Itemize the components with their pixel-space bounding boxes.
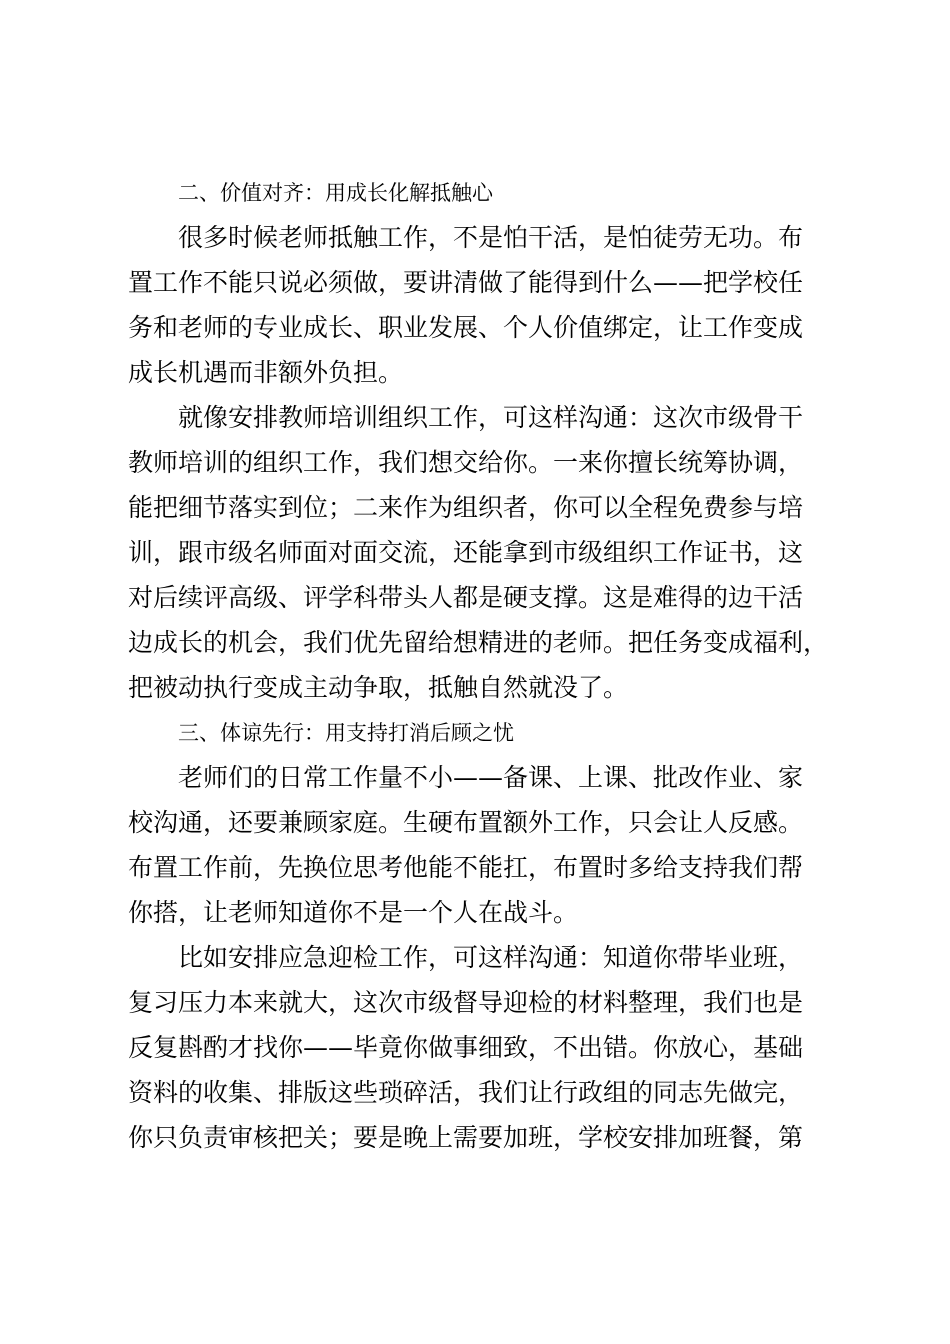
- paragraph-line: 能把细节落实到位；二来作为组织者，你可以全程免费参与培: [128, 493, 804, 522]
- paragraph-line: 布置工作前，先换位思考他能不能扛，布置时多给支持我们帮: [128, 853, 804, 882]
- paragraph-line: 成长机遇而非额外负担。: [128, 358, 404, 387]
- section-heading-2: 二、价值对齐：用成长化解抵触心: [178, 181, 493, 205]
- paragraph-line: 复习压力本来就大，这次市级督导迎检的材料整理，我们也是: [128, 988, 804, 1017]
- paragraph-line: 你搭，让老师知道你不是一个人在战斗。: [128, 898, 579, 927]
- paragraph-line: 老师们的日常工作量不小——备课、上课、批改作业、家: [178, 763, 804, 792]
- paragraph-line: 置工作不能只说必须做，要讲清做了能得到什么——把学校任: [128, 268, 804, 297]
- paragraph-line: 很多时候老师抵触工作，不是怕干活，是怕徒劳无功。布: [178, 223, 804, 252]
- paragraph-line: 训，跟市级名师面对面交流，还能拿到市级组织工作证书，这: [128, 538, 804, 567]
- paragraph-line: 比如安排应急迎检工作，可这样沟通：知道你带毕业班，: [178, 943, 804, 972]
- paragraph-line: 务和老师的专业成长、职业发展、个人价值绑定，让工作变成: [128, 313, 804, 342]
- paragraph-line: 对后续评高级、评学科带头人都是硬支撑。这是难得的边干活: [128, 583, 804, 612]
- paragraph-line: 你只负责审核把关；要是晚上需要加班，学校安排加班餐，第: [128, 1123, 804, 1152]
- paragraph-line: 资料的收集、排版这些琐碎活，我们让行政组的同志先做完，: [128, 1078, 804, 1107]
- paragraph-line: 边成长的机会，我们优先留给想精进的老师。把任务变成福利，: [128, 628, 829, 657]
- section-heading-3: 三、体谅先行：用支持打消后顾之忧: [178, 721, 514, 745]
- paragraph-line: 校沟通，还要兼顾家庭。生硬布置额外工作，只会让人反感。: [128, 808, 804, 837]
- paragraph-line: 教师培训的组织工作，我们想交给你。一来你擅长统筹协调，: [128, 448, 804, 477]
- paragraph-line: 就像安排教师培训组织工作，可这样沟通：这次市级骨干: [178, 403, 804, 432]
- paragraph-line: 把被动执行变成主动争取，抵触自然就没了。: [128, 673, 629, 702]
- paragraph-line: 反复斟酌才找你——毕竟你做事细致，不出错。你放心，基础: [128, 1033, 804, 1062]
